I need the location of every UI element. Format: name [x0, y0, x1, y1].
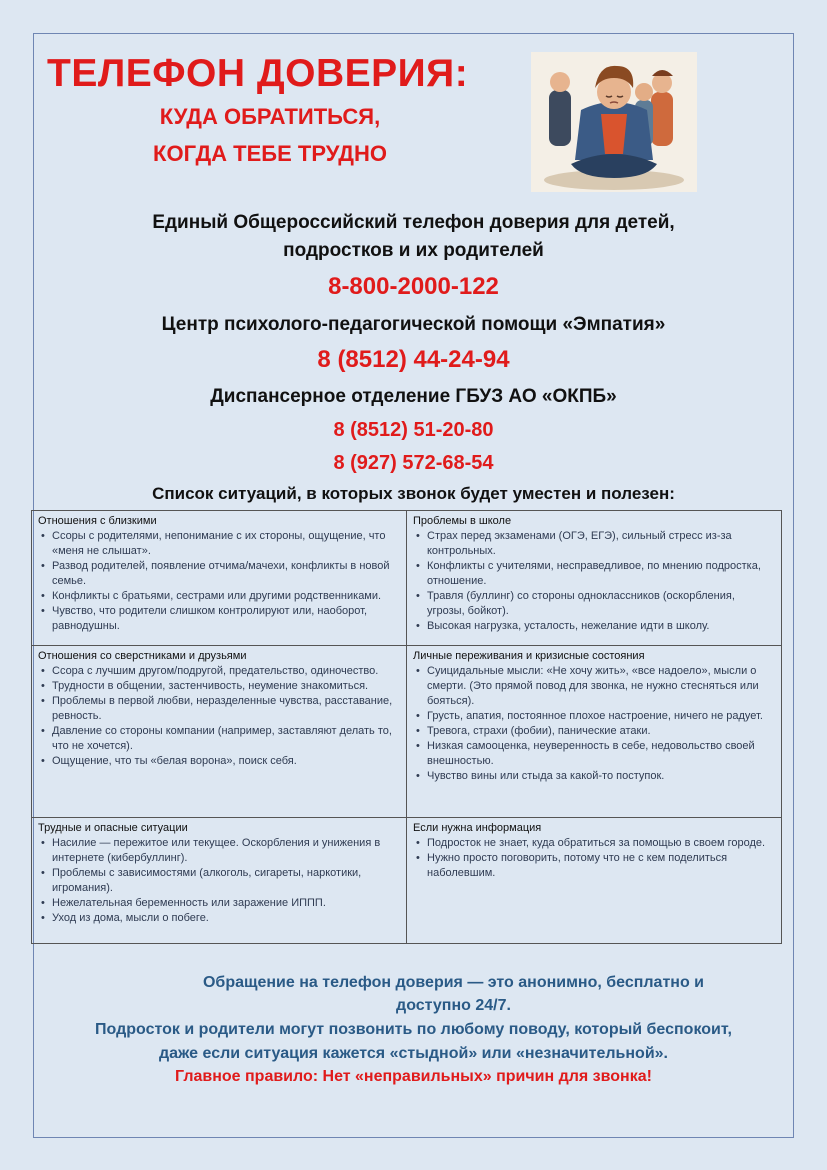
situation-list [38, 664, 400, 769]
list-item: • Развод родителей, появление отчима/мачехи, конфликты в новой семье. [38, 559, 400, 589]
page-title: ТЕЛЕФОН ДОВЕРИЯ: [47, 52, 469, 95]
table-cell [407, 646, 782, 818]
list-item: • Низкая самооценка, неуверенность в себе, недовольство своей внешностью. [413, 739, 775, 769]
table-row [32, 646, 782, 818]
cell-title: Если нужна информация [413, 822, 542, 834]
phone-number[interactable]: 8 (8512) 51-20-80 [333, 419, 494, 441]
list-item: • Высокая нагрузка, усталость, нежелание идти в школу. [413, 619, 775, 634]
org-3-line-1: Диспансерное отделение ГБУЗ АО «ОКПБ» [210, 386, 617, 407]
list-item: • Нужно просто поговорить, потому что не с кем поделиться наболевшим. [413, 851, 775, 881]
list-item: • Травля (буллинг) со стороны одноклассников (оскорбления, угрозы, бойкот). [413, 589, 775, 619]
situation-list [413, 836, 775, 881]
list-item: • Нежелательная беременность или заражение ИППП. [38, 896, 400, 911]
list-item: • Страх перед экзаменами (ОГЭ, ЕГЭ), сильный стресс из-за контрольных. [413, 529, 775, 559]
list-item: • Суицидальные мысли: «Не хочу жить», «все надоело», мысли о смерти. (Это прямой повод для звонка, не нужно стесняться или бояться). [413, 664, 775, 709]
page-subtitle-line-2: КОГДА ТЕБЕ ТРУДНО [153, 141, 387, 166]
list-item: • Конфликты с учителями, несправедливое, по мнению подростка, отношение. [413, 559, 775, 589]
org-1-line-2: подростков и их родителей [283, 240, 544, 261]
footer-line-1: Обращение на телефон доверия — это анонимно, бесплатно и [202, 974, 704, 991]
list-item: • Ссора с лучшим другом/подругой, предательство, одиночество. [38, 664, 400, 679]
phone-number[interactable]: 8-800-2000-122 [328, 273, 499, 300]
table-cell [32, 511, 407, 646]
list-item: • Грусть, апатия, постоянное плохое настроение, ничего не радует. [413, 709, 775, 724]
table-row [32, 511, 782, 646]
list-item: • Давление со стороны компании (например, заставляют делать то, что не хочется). [38, 724, 400, 754]
list-item: • Чувство, что родители слишком контролируют или, наоборот, равнодушны. [38, 604, 400, 634]
situations-heading: Список ситуаций, в которых звонок будет уместен и полезен: [152, 484, 675, 503]
situations-table [31, 510, 782, 944]
list-item: • Тревога, страхи (фобии), панические атаки. [413, 724, 775, 739]
situation-list [413, 529, 775, 634]
cell-title: Отношения с близкими [38, 515, 157, 527]
table-cell [32, 646, 407, 818]
table-row [32, 818, 782, 944]
cell-title: Отношения со сверстниками и друзьями [38, 650, 247, 662]
list-item: • Ссоры с родителями, непонимание с их стороны, ощущение, что «меня не слышат». [38, 529, 400, 559]
footer-line-4: даже если ситуация кажется «стыдной» или «незначительной». [158, 1045, 668, 1062]
footer-line-2: доступно 24/7. [396, 997, 511, 1014]
table-cell [407, 511, 782, 646]
situation-list [38, 836, 400, 926]
situation-list [38, 529, 400, 634]
table-cell [32, 818, 407, 944]
phone-number[interactable]: 8 (927) 572-68-54 [333, 452, 494, 474]
org-2-line-1: Центр психолого-педагогической помощи «Эмпатия» [161, 314, 666, 335]
list-item: • Проблемы в первой любви, неразделенные чувства, расставание, ревность. [38, 694, 400, 724]
phone-number[interactable]: 8 (8512) 44-24-94 [317, 346, 510, 373]
list-item: • Проблемы с зависимостями (алкоголь, сигареты, наркотики, игромания). [38, 866, 400, 896]
cell-title: Трудные и опасные ситуации [38, 822, 188, 834]
list-item: • Ощущение, что ты «белая ворона», поиск себя. [38, 754, 400, 769]
footer-line-3: Подросток и родители могут позвонить по любому поводу, который беспокоит, [95, 1021, 732, 1038]
list-item: • Уход из дома, мысли о побеге. [38, 911, 400, 926]
situation-list [413, 664, 775, 784]
sad-teenager-illustration [531, 52, 697, 192]
page-subtitle-line-1: КУДА ОБРАТИТЬСЯ, [159, 104, 381, 129]
list-item: • Чувство вины или стыда за какой-то поступок. [413, 769, 775, 784]
list-item: • Подросток не знает, куда обратиться за помощью в своем городе. [413, 836, 775, 851]
list-item: • Конфликты с братьями, сестрами или другими родственниками. [38, 589, 400, 604]
cell-title: Проблемы в школе [413, 515, 512, 527]
cell-title: Личные переживания и кризисные состояния [413, 650, 645, 662]
list-item: • Насилие — пережитое или текущее. Оскорбления и унижения в интернете (кибербуллинг). [38, 836, 400, 866]
org-1-line-1: Единый Общероссийский телефон доверия для детей, [152, 212, 675, 233]
list-item: • Трудности в общении, застенчивость, неумение знакомиться. [38, 679, 400, 694]
table-cell [407, 818, 782, 944]
footer-main-rule: Главное правило: Нет «неправильных» причин для звонка! [175, 1068, 652, 1085]
